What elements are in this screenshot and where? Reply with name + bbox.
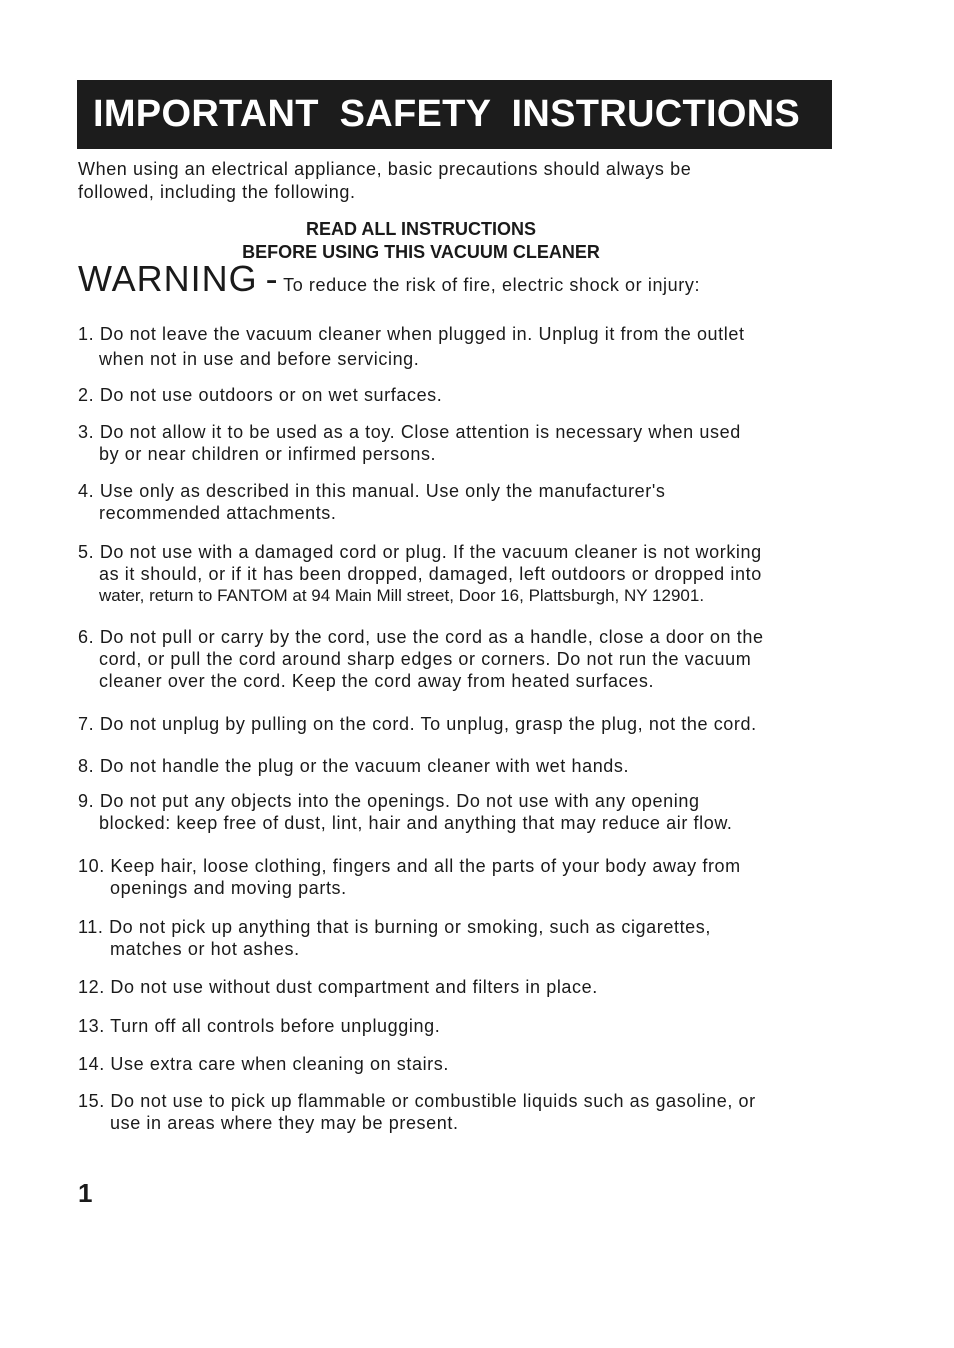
list-item-text: 7. Do not unplug by pulling on the cord. To unplug, grasp the plug, not the cord. xyxy=(78,714,757,734)
list-item xyxy=(78,1090,838,1134)
warning-dash: - xyxy=(265,258,279,299)
read-all-line-2: BEFORE USING THIS VACUUM CLEANER xyxy=(242,242,600,262)
list-item xyxy=(78,755,838,777)
warning-text: To reduce the risk of fire, electric shock or injury: xyxy=(283,275,701,295)
list-item-continuation: water, return to FANTOM at 94 Main Mill street, Door 16, Plattsburgh, NY 12901. xyxy=(99,586,705,605)
list-item xyxy=(78,790,838,834)
list-item xyxy=(78,1053,838,1075)
list-item xyxy=(78,976,838,998)
list-item-continuation: use in areas where they may be present. xyxy=(110,1113,459,1133)
list-item xyxy=(78,322,838,372)
list-item xyxy=(78,626,838,692)
list-item-text: 11. Do not pick up anything that is burning or smoking, such as cigarettes, xyxy=(78,917,711,937)
list-item-text: 9. Do not put any objects into the openings. Do not use with any opening xyxy=(78,791,700,811)
list-item-continuation: by or near children or infirmed persons. xyxy=(99,444,437,464)
list-item-text: 12. Do not use without dust compartment and filters in place. xyxy=(78,977,598,997)
list-item-text: 8. Do not handle the plug or the vacuum cleaner with wet hands. xyxy=(78,756,630,776)
list-item-text: 3. Do not allow it to be used as a toy. Close attention is necessary when used xyxy=(78,422,741,442)
list-item-continuation: recommended attachments. xyxy=(99,503,337,523)
list-item-continuation: cord, or pull the cord around sharp edges or corners. Do not run the vacuum xyxy=(99,649,752,669)
list-item xyxy=(78,384,838,406)
list-item-continuation: when not in use and before servicing. xyxy=(99,349,420,369)
list-item-text: 4. Use only as described in this manual. Use only the manufacturer's xyxy=(78,481,666,501)
list-item-text: 10. Keep hair, loose clothing, fingers and all the parts of your body away from xyxy=(78,856,741,876)
list-item xyxy=(78,1015,838,1037)
title-banner xyxy=(77,80,832,149)
list-item-text: 15. Do not use to pick up flammable or combustible liquids such as gasoline, or xyxy=(78,1091,756,1111)
page-title: IMPORTANT SAFETY INSTRUCTIONS xyxy=(93,93,801,135)
page-number: 1 xyxy=(78,1178,93,1208)
read-all-line-1: READ ALL INSTRUCTIONS xyxy=(305,219,536,239)
list-item xyxy=(78,541,838,607)
list-item xyxy=(78,480,838,524)
list-item-text: 14. Use extra care when cleaning on stairs. xyxy=(78,1054,449,1074)
list-item xyxy=(78,713,838,735)
list-item-text: 5. Do not use with a damaged cord or plug. If the vacuum cleaner is not working xyxy=(78,542,762,562)
list-item-continuation: as it should, or if it has been dropped, damaged, left outdoors or dropped into xyxy=(99,564,762,584)
list-item xyxy=(78,421,838,465)
warning-word: WARNING xyxy=(78,258,258,299)
list-item-continuation: blocked: keep free of dust, lint, hair and anything that may reduce air flow. xyxy=(99,813,733,833)
list-item-text: 1. Do not leave the vacuum cleaner when plugged in. Unplug it from the outlet xyxy=(78,324,745,344)
list-item xyxy=(78,855,838,899)
list-item xyxy=(78,916,838,960)
list-item-text: 13. Turn off all controls before unplugging. xyxy=(78,1016,441,1036)
intro-line-2: followed, including the following. xyxy=(78,182,356,202)
list-item-continuation: openings and moving parts. xyxy=(110,878,347,898)
list-item-continuation: matches or hot ashes. xyxy=(110,939,300,959)
list-item-continuation: cleaner over the cord. Keep the cord away from heated surfaces. xyxy=(99,671,655,691)
list-item-text: 6. Do not pull or carry by the cord, use the cord as a handle, close a door on the xyxy=(78,627,764,647)
list-item-text: 2. Do not use outdoors or on wet surfaces. xyxy=(78,385,443,405)
intro-line-1: When using an electrical appliance, basic precautions should always be xyxy=(78,159,692,179)
warning-heading xyxy=(78,258,700,300)
intro-paragraph xyxy=(78,158,838,204)
